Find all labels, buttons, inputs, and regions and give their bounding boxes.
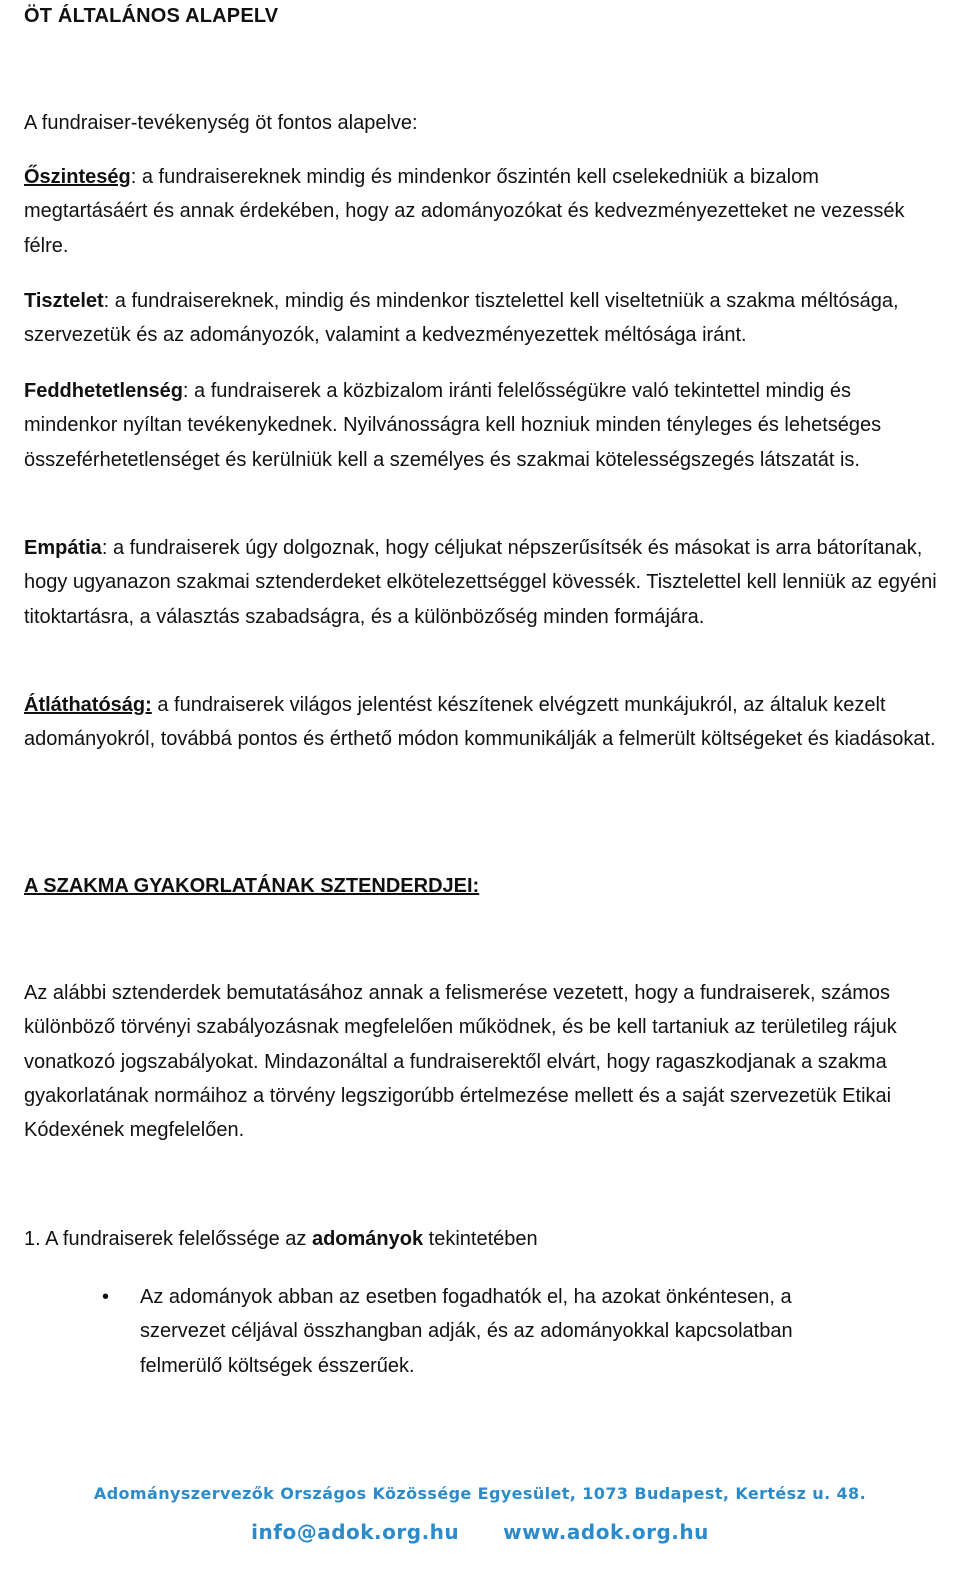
numbered-item [24, 1222, 944, 1256]
numbered-item-bold: adományok [311, 1228, 424, 1250]
intro-paragraph: A fundraiser-tevékenység öt fontos alapelve: [24, 112, 418, 134]
principle-separator: : [130, 166, 142, 188]
principle-term: Átláthatóság: [24, 694, 152, 716]
principle-integrity [24, 374, 944, 477]
numbered-item-prefix: 1. A fundraiserek felelőssége az [24, 1228, 312, 1250]
footer-contacts [0, 1520, 960, 1544]
principle-respect [24, 284, 944, 353]
principle-term: Őszinteség [24, 166, 131, 188]
document-title: ÖT ÁLTALÁNOS ALAPELV [24, 5, 279, 27]
principle-text: a fundraiserek úgy dolgoznak, hogy céljukat népszerűsítsék és másokat is arra bátorítanak, hogy ugyanazon szakmai sztenderdeket elkötelezettséggel kövessék. Tisztelettel kell lenniük az egyéni titoktartásra, a választás szabadságra, és a különbözőség minden formájára. [24, 537, 937, 628]
principle-separator: : [182, 380, 195, 402]
principle-text: a fundraisereknek, mindig és mindenkor tisztelettel kell viseltetniük a szakma méltósága, szervezetük és az adományozók, valamint a kedvezményezettek méltósága iránt. [24, 290, 899, 347]
principle-term: Feddhetetlenség [24, 380, 183, 402]
bullet-icon: • [102, 1286, 110, 1308]
section-intro-paragraph: Az alábbi sztenderdek bemutatásához annak a felismerése vezetett, hogy a fundraiserek, számos különböző törvényi szabályozásnak megfelelően működnek, és be kell tartaniuk az területileg rájuk vonatkozó jogszabályokat. Mindazonáltal a fundraiserektől elvárt, hogy ragaszkodjanak a szakma gyakorlatának normáihoz a törvény legszigorúbb értelmezése mellett és a saját szervezetük Etikai Kódexének megfelelően. [24, 982, 897, 1142]
principle-honesty [24, 160, 944, 263]
principle-transparency [24, 688, 944, 757]
footer-email: info@adok.org.hu [251, 1520, 460, 1544]
principle-term: Tisztelet [24, 290, 104, 312]
footer-website: www.adok.org.hu [503, 1520, 709, 1544]
principle-term: Empátia [24, 537, 102, 559]
principle-empathy [24, 531, 944, 634]
principle-separator: : [103, 290, 115, 312]
numbered-item-suffix: tekintetében [423, 1228, 538, 1250]
principle-text: a fundraiserek a közbizalom iránti felelősségükre való tekintettel mindig és mindenkor nyíltan tevékenykednek. Nyilvánosságra kell hozniuk minden tényleges és lehetséges összeférhetetlenséget és kerülniük kell a személyes és szakmai kötelességszegés látszatát is. [24, 380, 882, 471]
footer-organization: Adományszervezők Országos Közössége Egyesület, 1073 Budapest, Kertész u. 48. [93, 1484, 867, 1503]
section-heading: A SZAKMA GYAKORLATÁNAK SZTENDERDJEI: [24, 875, 480, 897]
principle-text: a fundraiserek világos jelentést készítenek elvégzett munkájukról, az általuk kezelt adományokról, továbbá pontos és érthető módon kommunikálják a felmerült költségeket és kiadásokat. [24, 694, 936, 751]
bullet-text: Az adományok abban az esetben fogadhatók el, ha azokat önkéntesen, a szervezet céljával összhangban adják, és az adományokkal kapcsolatban felmerülő költségek ésszerűek. [140, 1286, 793, 1377]
principle-text: a fundraisereknek mindig és mindenkor őszintén kell cselekedniük a bizalom megtartásáért és annak érdekében, hogy az adományozókat és kedvezményezetteket ne vezessék félre. [24, 166, 905, 257]
principle-separator: : [101, 537, 113, 559]
